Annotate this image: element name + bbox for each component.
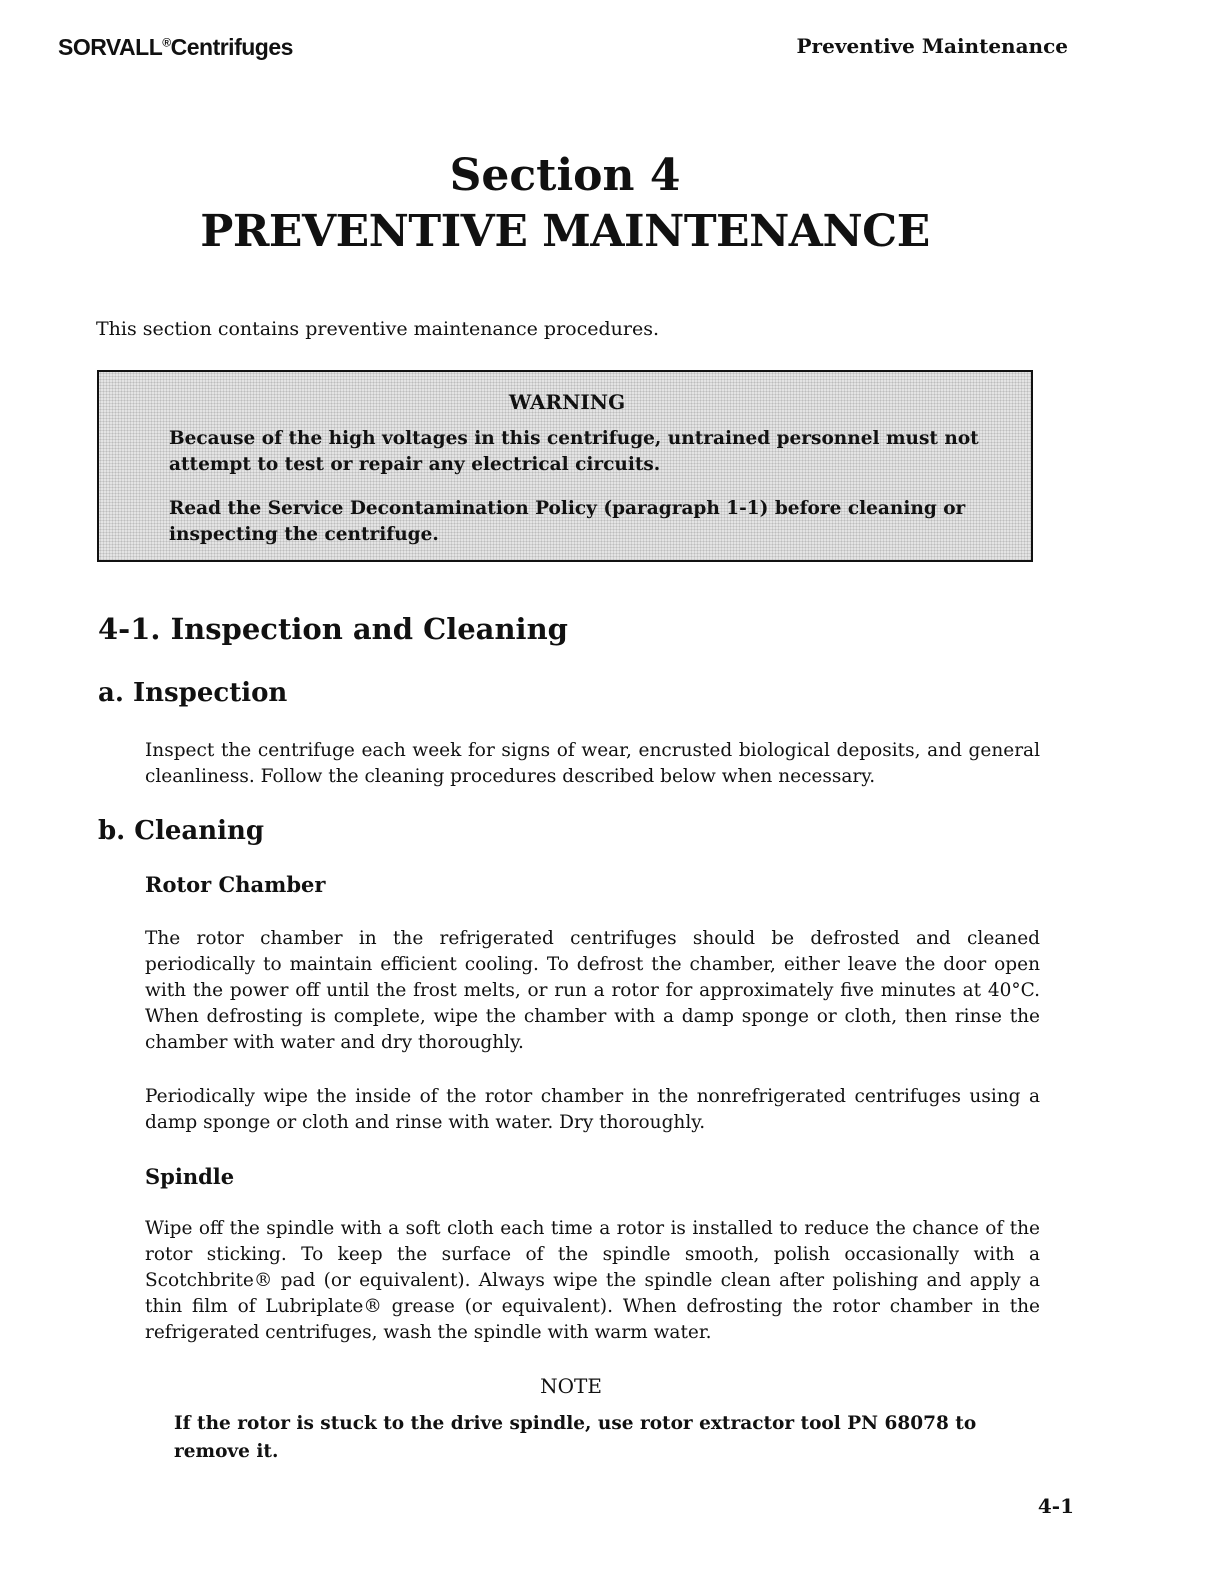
spindle-heading: Spindle <box>145 1164 235 1189</box>
section-name: PREVENTIVE MAINTENANCE <box>200 206 930 257</box>
spindle-text: Wipe off the spindle with a soft cloth each time a rotor is installed to reduce the chance of the rotor sticking. To keep the surface of the spindle smooth, polish occasionally with a Scotchbrite® pad (or equivalent). Always wipe the spindle clean after polishing and apply a thin film of Lubriplate® grease (or equivalent). When defrosting the rotor chamber in the refrigerated centrifuges, wash the spindle with warm water. <box>145 1218 1040 1343</box>
note-text: If the rotor is stuck to the drive spindle, use rotor extractor tool PN 68078 to remove it. <box>174 1413 977 1462</box>
rotor-chamber-heading: Rotor Chamber <box>145 872 326 897</box>
running-header-section: Preventive Maintenance <box>796 34 1068 58</box>
note-title: NOTE <box>540 1374 602 1398</box>
rotor-chamber-paragraph: The rotor chamber in the refrigerated centrifuges should be defrosted and cleaned periodically to maintain efficient cooling. To defrost the chamber, either leave the door open with the power off until the frost melts, or run a rotor for approximately five minutes at 40°C. When defrosting is complete, wipe the chamber with a damp sponge or cloth, then rinse the chamber with water and dry thoroughly. <box>145 928 1040 1053</box>
subsection-heading-inspection: a. Inspection <box>98 678 288 708</box>
page-number: 4-1 <box>1037 1494 1074 1518</box>
page-title <box>0 148 1130 260</box>
warning-title: WARNING <box>508 390 626 414</box>
product-name: Centrifuges <box>170 34 293 60</box>
running-header-brand <box>58 34 293 61</box>
subsection-heading-cleaning: b. Cleaning <box>98 816 265 846</box>
rotor-chamber-paragraph: Periodically wipe the inside of the rotor chamber in the nonrefrigerated centrifuges using a damp sponge or cloth and rinse with water. Dry thoroughly. <box>145 1086 1040 1133</box>
intro-text: This section contains preventive maintenance procedures. <box>96 318 660 340</box>
warning-paragraph: Read the Service Decontamination Policy (paragraph 1-1) before cleaning or inspecting the centrifuge. <box>169 498 966 545</box>
section-heading: 4-1. Inspection and Cleaning <box>98 612 568 646</box>
warning-paragraph: Because of the high voltages in this centrifuge, untrained personnel must not attempt to test or repair any electrical circuits. <box>169 428 979 475</box>
warning-box <box>97 370 1033 562</box>
brand-name: SORVALL <box>58 34 163 60</box>
registered-mark: ® <box>162 35 171 50</box>
section-number: Section 4 <box>449 150 681 201</box>
inspection-text: Inspect the centrifuge each week for signs of wear, encrusted biological deposits, and general cleanliness. Follow the cleaning procedures described below when necessary. <box>145 740 1040 787</box>
